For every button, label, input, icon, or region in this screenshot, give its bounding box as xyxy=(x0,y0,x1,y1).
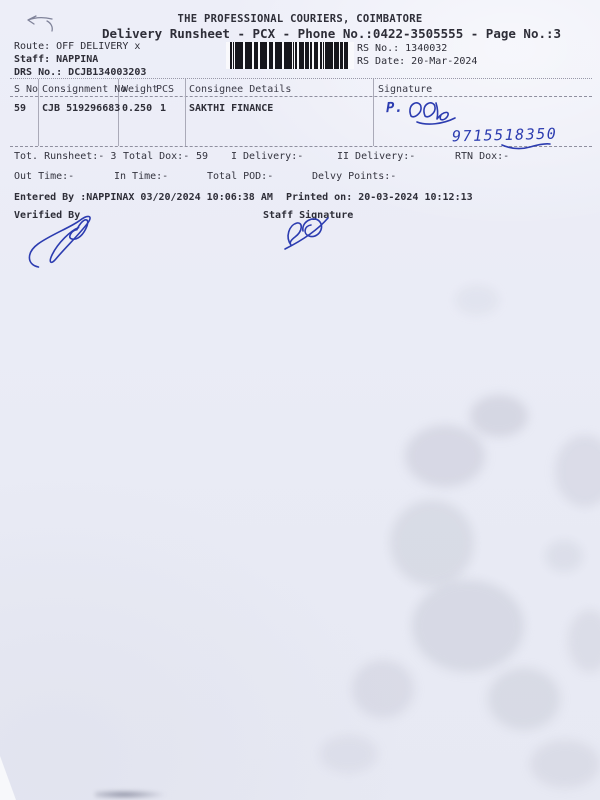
rs-no-line: RS No.: 1340032 xyxy=(357,43,448,54)
stain xyxy=(352,660,414,718)
stain xyxy=(405,425,485,487)
stain xyxy=(390,500,474,586)
cell-sno: 59 xyxy=(14,103,27,114)
stain xyxy=(545,540,583,572)
table-top-rule xyxy=(10,78,592,79)
col-header-weight: Weight xyxy=(122,84,159,95)
stain xyxy=(568,610,600,672)
staff-signature-scribble xyxy=(280,212,332,254)
table-header-rule xyxy=(10,96,592,97)
stain xyxy=(320,735,378,773)
col-header-pcs: PCS xyxy=(156,84,175,95)
consignee-signature-scribble xyxy=(403,96,461,128)
page-subtitle: Delivery Runsheet - PCX - Phone No.:0422-3505555 - Page No.:3 xyxy=(102,26,562,41)
col-header-signature: Signature xyxy=(378,84,433,95)
cell-consignee-details: SAKTHI FINANCE xyxy=(189,103,274,114)
stain xyxy=(530,740,600,788)
verified-by-signature xyxy=(17,209,114,274)
torn-paper-edge xyxy=(0,756,16,800)
total-dox-value: 59 xyxy=(196,151,209,162)
drs-no-line: DRS No.: DCJB134003203 xyxy=(14,67,147,78)
cell-weight: 0.250 xyxy=(122,103,153,114)
route-line: Route: OFF DELIVERY x xyxy=(14,41,141,52)
second-delivery: II Delivery:- xyxy=(337,151,416,162)
in-time: In Time:- xyxy=(114,171,169,182)
stain xyxy=(412,580,524,672)
total-runsheet: Tot. Runsheet:- 3 xyxy=(14,151,117,162)
stain xyxy=(470,395,528,437)
cell-pcs: 1 xyxy=(160,103,167,114)
consignee-signature-initial: P. xyxy=(385,99,404,117)
column-divider xyxy=(373,79,374,146)
delvy-points: Delvy Points:- xyxy=(312,171,397,182)
staff-signature-label: Staff Signature xyxy=(263,210,354,221)
col-header-consignee: Consignee Details xyxy=(189,84,292,95)
bottom-smudge xyxy=(95,790,167,799)
printed-on-line: Printed on: 20-03-2024 10:12:13 xyxy=(286,192,473,203)
stain xyxy=(555,435,600,507)
out-time: Out Time:- xyxy=(14,171,75,182)
page-title: THE PROFESSIONAL COURIERS, COIMBATORE xyxy=(177,13,423,25)
stain xyxy=(488,668,560,730)
stain xyxy=(455,285,499,315)
barcode-graphic xyxy=(230,42,350,69)
column-divider xyxy=(38,79,39,146)
total-dox-label: Total Dox:- xyxy=(123,151,190,162)
rs-date-line: RS Date: 20-Mar-2024 xyxy=(357,56,478,67)
verified-by-label: Verified By xyxy=(14,210,81,221)
total-pod: Total POD:- xyxy=(207,171,274,182)
col-header-sno: S No xyxy=(14,84,39,95)
consignee-phone-handwritten: 9715518350 xyxy=(451,124,558,146)
column-divider xyxy=(185,79,186,146)
rtn-dox: RTN Dox:- xyxy=(455,151,510,162)
entered-by-line: Entered By :NAPPINAX 03/20/2024 10:06:38 AM xyxy=(14,192,273,203)
first-delivery: I Delivery:- xyxy=(231,151,304,162)
staff-line: Staff: NAPPINA xyxy=(14,54,99,65)
col-header-consignment: Consignment No xyxy=(42,84,127,95)
cell-consignment-no: CJB 519296683 xyxy=(42,103,121,114)
